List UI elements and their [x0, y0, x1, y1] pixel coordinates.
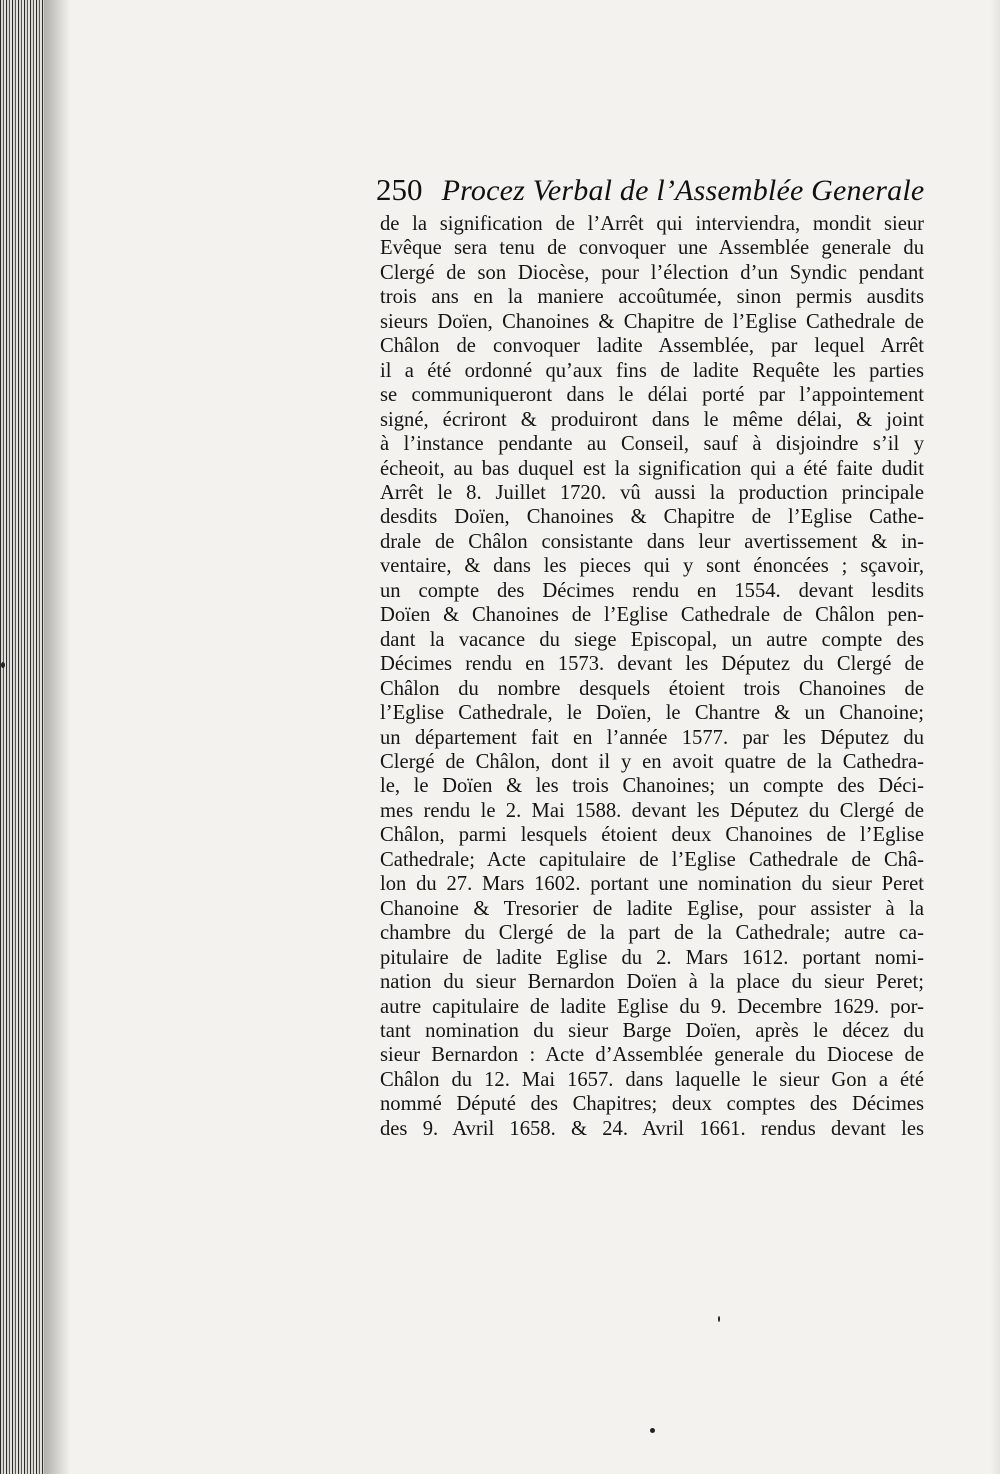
- text-line: Châlon de convoquer ladite Assemblée, par lequel Arrêt: [380, 335, 924, 358]
- ink-speck: [1, 662, 5, 668]
- text-line: écheoit, au bas duquel est la signification qui a été faite dudit: [380, 457, 924, 480]
- binding-shadow: [44, 0, 70, 1474]
- text-line: de la signification de l’Arrêt qui interviendra, mondit sieur: [380, 213, 924, 235]
- text-line: nation du sieur Bernardon Doïen à la place du sieur Peret;: [380, 971, 924, 994]
- ink-speck: [650, 1428, 655, 1433]
- text-line: autre capitulaire de ladite Eglise du 9. Decembre 1629. por-: [380, 995, 924, 1018]
- text-line: Châlon du 12. Mai 1657. dans laquelle le sieur Gon a été: [380, 1068, 924, 1091]
- text-line: le, le Doïen & les trois Chanoines; un compte des Déci-: [380, 775, 924, 798]
- text-line: drale de Châlon consistante dans leur avertissement & in-: [380, 530, 924, 553]
- text-line: un compte des Décimes rendu en 1554. devant lesdits: [380, 579, 924, 602]
- text-line: Evêque sera tenu de convoquer une Assemblée generale du: [380, 237, 924, 260]
- text-line: il a été ordonné qu’aux fins de ladite Requête les parties: [380, 359, 924, 382]
- ink-speck: [718, 1316, 720, 1322]
- text-line: Décimes rendu en 1573. devant les Députez du Clergé de: [380, 653, 924, 676]
- page-number: 250: [376, 172, 423, 207]
- text-line: se communiqueront dans le délai porté par l’appointement: [380, 384, 924, 407]
- text-line: à l’instance pendante au Conseil, sauf à disjoindre s’il y: [380, 433, 924, 456]
- text-line: mes rendu le 2. Mai 1588. devant les Députez du Clergé de: [380, 799, 924, 822]
- text-line: Châlon, parmi lesquels étoient deux Chanoines de l’Eglise: [380, 824, 924, 847]
- book-page-edges: [0, 0, 44, 1474]
- text-line: Arrêt le 8. Juillet 1720. vû aussi la production principale: [380, 481, 924, 504]
- text-line: tant nomination du sieur Barge Doïen, après le décez du: [380, 1019, 924, 1042]
- text-line: nommé Député des Chapitres; deux comptes des Décimes: [380, 1093, 924, 1116]
- text-line: signé, écriront & produiront dans le même délai, & joint: [380, 408, 924, 431]
- text-line: sieur Bernardon : Acte d’Assemblée generale du Diocese de: [380, 1044, 924, 1067]
- text-line: pitulaire de ladite Eglise du 2. Mars 1612. portant nomi-: [380, 946, 924, 969]
- text-line: trois ans en la maniere accoûtumée, sinon permis ausdits: [380, 286, 924, 309]
- text-line: des 9. Avril 1658. & 24. Avril 1661. rendus devant les: [380, 1117, 924, 1140]
- text-line: desdits Doïen, Chanoines & Chapitre de l’Eglise Cathe-: [380, 506, 924, 529]
- text-line: Clergé de Châlon, dont il y en avoit quatre de la Cathedra-: [380, 750, 924, 773]
- text-line: Doïen & Chanoines de l’Eglise Cathedrale de Châlon pen-: [380, 604, 924, 627]
- running-head: Procez Verbal de l’Assemblée Generale: [441, 174, 925, 207]
- text-line: Clergé de son Diocèse, pour l’élection d’un Syndic pendant: [380, 261, 924, 284]
- text-line: l’Eglise Cathedrale, le Doïen, le Chantre & un Chanoine;: [380, 702, 924, 725]
- text-line: Cathedrale; Acte capitulaire de l’Eglise Cathedrale de Châ-: [380, 848, 924, 871]
- text-line: dant la vacance du siege Episcopal, un autre compte des: [380, 628, 924, 651]
- text-line: un département fait en l’année 1577. par les Députez du: [380, 726, 924, 749]
- body-text: [380, 212, 924, 1141]
- text-line: Châlon du nombre desquels étoient trois Chanoines de: [380, 677, 924, 700]
- page-header: [376, 172, 936, 210]
- text-line: sieurs Doïen, Chanoines & Chapitre de l’Eglise Cathedrale de: [380, 310, 924, 333]
- page-right-edge: [990, 0, 1000, 1474]
- text-line: ventaire, & dans les pieces qui y sont énoncées ; sçavoir,: [380, 555, 924, 578]
- text-line: lon du 27. Mars 1602. portant une nomination du sieur Peret: [380, 873, 924, 896]
- text-line: Chanoine & Tresorier de ladite Eglise, pour assister à la: [380, 897, 924, 920]
- text-line: chambre du Clergé de la part de la Cathedrale; autre ca-: [380, 922, 924, 945]
